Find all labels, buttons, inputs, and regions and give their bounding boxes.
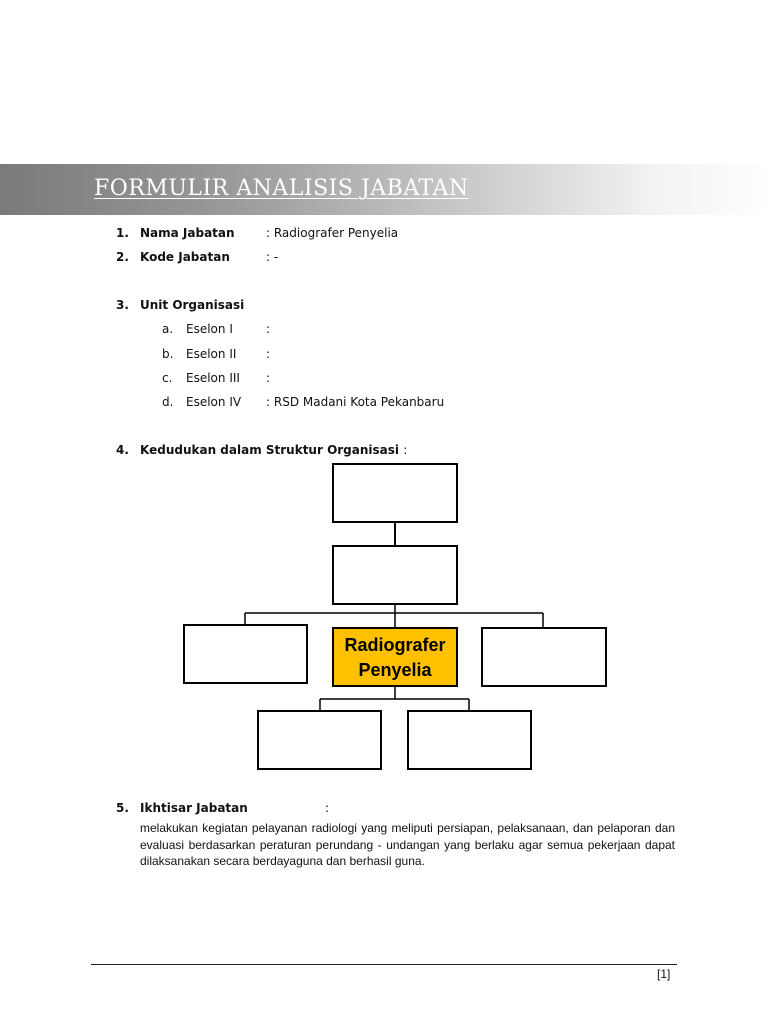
- field-label-text: Kedudukan dalam Struktur Organisasi: [140, 443, 400, 457]
- eselon-value: : RSD Madani Kota Pekanbaru: [266, 395, 445, 409]
- org-box-second: [333, 546, 457, 604]
- field-value: : -: [266, 250, 279, 264]
- org-box-right: [482, 628, 606, 686]
- eselon-letter: b.: [162, 347, 174, 361]
- field-number: 1.: [116, 226, 129, 240]
- eselon-value: :: [266, 371, 271, 385]
- eselon-letter: a.: [162, 322, 174, 336]
- org-box-top: [333, 464, 457, 522]
- org-box-bottom-left: [258, 711, 381, 769]
- org-box-bottom-right: [408, 711, 531, 769]
- field-number: 5.: [116, 801, 129, 815]
- field-label: Kode Jabatan: [140, 250, 230, 264]
- field-number: 3.: [116, 298, 129, 312]
- org-box-highlight-line1: Radiografer: [344, 635, 446, 655]
- field-value: :: [325, 801, 330, 815]
- page-title: FORMULIR ANALISIS JABATAN: [94, 176, 469, 201]
- field-value: : Radiografer Penyelia: [266, 226, 399, 240]
- field-number: 2.: [116, 250, 129, 264]
- eselon-value: :: [266, 322, 271, 336]
- org-box-highlight-line2: Penyelia: [358, 660, 432, 680]
- footer-divider: [91, 964, 677, 965]
- page-number: [1]: [657, 967, 671, 981]
- field-label: Ikhtisar Jabatan: [140, 801, 248, 815]
- field-label: Nama Jabatan: [140, 226, 235, 240]
- field-value: :: [403, 443, 408, 457]
- org-box-left: [184, 625, 307, 683]
- field-label: Unit Organisasi: [140, 298, 245, 312]
- eselon-label: Eselon I: [186, 322, 233, 336]
- eselon-label: Eselon III: [186, 371, 240, 385]
- eselon-label: Eselon IV: [186, 395, 242, 409]
- eselon-letter: c.: [162, 371, 173, 385]
- eselon-letter: d.: [162, 395, 174, 409]
- eselon-label: Eselon II: [186, 347, 237, 361]
- eselon-value: :: [266, 347, 271, 361]
- ikhtisar-text: melakukan kegiatan pelayanan radiologi yang meliputi persiapan, pelaksanaan, dan pelaporan dan evaluasi berdasarkan peraturan perundang - undangan yang berlaku agar semua pekerjaan dapat dilaksanakan secara berdayaguna dan berhasil guna.: [140, 821, 675, 868]
- field-number: 4.: [116, 443, 129, 457]
